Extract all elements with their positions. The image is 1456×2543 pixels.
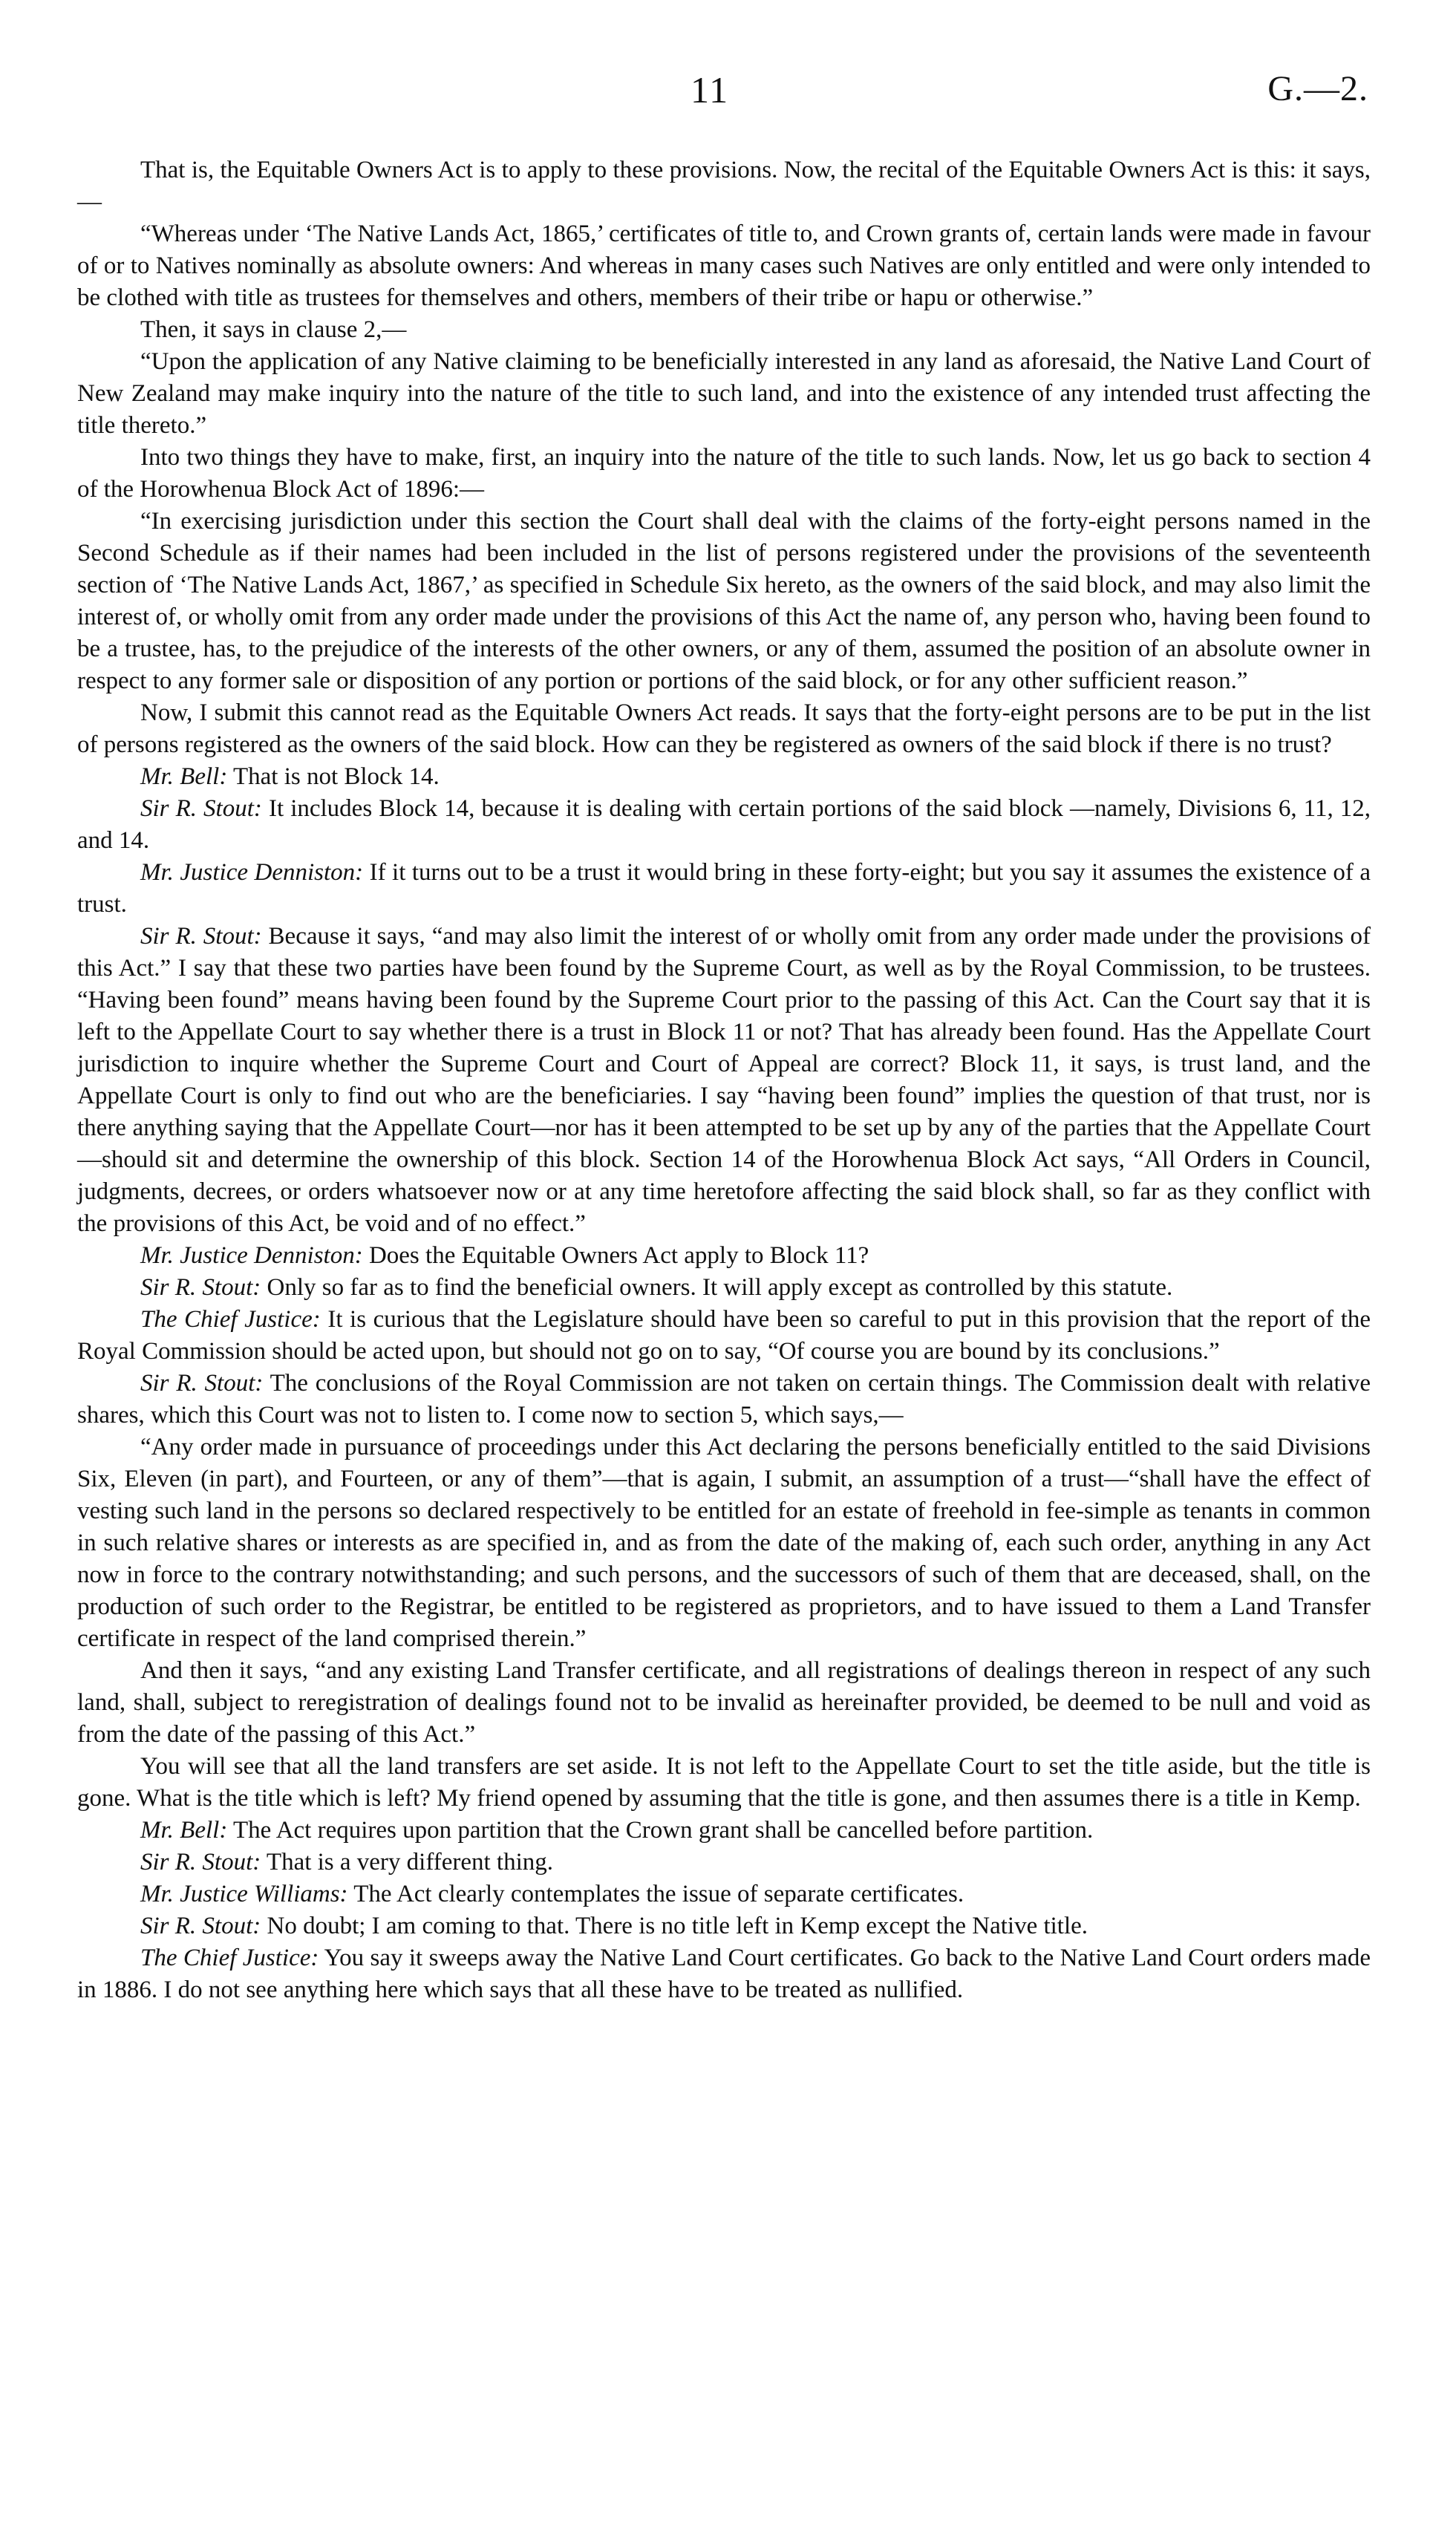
paragraph [77, 346, 1371, 442]
paragraph-text: Now, I submit this cannot read as the Equitable Owners Act reads. It says that the forty-eight persons are to be put in the list of persons registered as the owners of the said block. How can they be registered as owners of the said block if there is no trust? [77, 699, 1371, 758]
speaker-name: Mr. Bell: [140, 763, 228, 790]
speaker-name: Sir R. Stout: [140, 1370, 264, 1397]
paragraph [77, 921, 1371, 1240]
paragraph-text: “In exercising jurisdiction under this section the Court shall deal with the claims of the forty-eight persons named in the Second Schedule as if their names had been included in the list of persons registered under the provisions of the seventeenth section of ‘The Native Lands Act, 1867,’ as specified in Schedule Six hereto, as the owners of the said block, and may also limit the interest of, or wholly omit from any order made under the provisions of this Act the name of, any person who, having been found to be a trustee, has, to the prejudice of the interests of the other owners, or any of them, assumed the position of an absolute owner in respect to any former sale or disposition of any portion or portions of the said block, or for any other sufficient reason.” [77, 508, 1371, 694]
paragraph-text: And then it says, “and any existing Land Transfer certificate, and all registrations of dealings thereon in respect of any such land, shall, subject to reregistration of dealings found not to be invalid as hereinafter provided, be deemed to be null and void as from the date of the passing of this Act.” [77, 1657, 1371, 1748]
paragraph-text: That is not Block 14. [232, 763, 440, 790]
paragraph-text: That is a very different thing. [266, 1849, 554, 1876]
paragraph-text: Into two things they have to make, first, an inquiry into the nature of the title to such lands. Now, let us go back to section 4 of the Horowhenua Block Act of 1896:— [77, 444, 1371, 503]
speaker-name: Mr. Justice Denniston: [140, 859, 364, 886]
paragraph [77, 506, 1371, 697]
speaker-name: Sir R. Stout: [140, 923, 262, 950]
paragraph [77, 1272, 1371, 1304]
speaker-name: Mr. Justice Williams: [140, 1881, 348, 1907]
paragraph-text: The conclusions of the Royal Commission are not taken on certain things. The Commission dealt with relative shares, which this Court was not to listen to. I come now to section 5, which says,— [77, 1370, 1371, 1429]
paragraph [77, 218, 1371, 314]
paragraph [77, 1304, 1371, 1368]
paragraph-text: It includes Block 14, because it is dealing with certain portions of the said block —namely, Divisions 6, 11, 12, and 14. [77, 795, 1371, 854]
page-header [0, 68, 1456, 120]
paragraph [77, 314, 1371, 346]
paragraph-text: You will see that all the land transfers are set aside. It is not left to the Appellate Court to set the title aside, but the title is gone. What is the title which is left? My friend opened by assuming that the title is gone, and then assumes there is a title in Kemp. [77, 1753, 1371, 1812]
paragraph [77, 1847, 1371, 1878]
paragraph-text: Only so far as to find the beneficial owners. It will apply except as controlled by this statute. [267, 1274, 1173, 1301]
paragraph [77, 442, 1371, 506]
speaker-name: Mr. Bell: [140, 1817, 228, 1844]
paragraph-text: “Upon the application of any Native claiming to be beneficially interested in any land as aforesaid, the Native Land Court of New Zealand may make inquiry into the nature of the title to such land, and into the existence of any intended trust affecting the title thereto.” [77, 348, 1371, 439]
paragraph [77, 1432, 1371, 1655]
paragraph-text: You say it sweeps away the Native Land Court certificates. Go back to the Native Land Court orders made in 1886. I do not see anything here which says that all these have to be treated as nullified. [77, 1945, 1371, 2003]
body-text [77, 154, 1371, 2006]
document-reference: G.—2. [1267, 69, 1368, 108]
paragraph-text: Then, it says in clause 2,— [140, 316, 407, 343]
speaker-name: Sir R. Stout: [140, 1913, 261, 1939]
paragraph-text: The Act clearly contemplates the issue of separate certificates. [353, 1881, 964, 1907]
speaker-name: Mr. Justice Denniston: [140, 1242, 363, 1269]
paragraph-text: “Any order made in pursuance of proceedings under this Act declaring the persons beneficially entitled to the said Divisions Six, Eleven (in part), and Fourteen, or any of them”—that is again, I submit, an assumption of a trust—“shall have the effect of vesting such land in the persons so declared respectively to be entitled for an estate of freehold in fee-simple as tenants in common in such relative shares or interests as are specified in, and as from the date of the making of, each such order, anything in any Act now in force to the contrary notwithstanding; and such persons, and the successors of such of them that are deceased, shall, on the production of such order to the Registrar, be entitled to be registered as proprietors, and to have issued to them a Land Transfer certificate in respect of the land comprised therein.” [77, 1434, 1371, 1652]
paragraph [77, 1910, 1371, 1942]
paragraph-text: That is, the Equitable Owners Act is to apply to these provisions. Now, the recital of the Equitable Owners Act is this: it says,— [77, 157, 1371, 215]
speaker-name: The Chief Justice: [140, 1945, 319, 1971]
speaker-name: Sir R. Stout: [140, 1274, 261, 1301]
paragraph [77, 1655, 1371, 1751]
paragraph [77, 857, 1371, 921]
speaker-name: Sir R. Stout: [140, 1849, 261, 1876]
paragraph-text: If it turns out to be a trust it would bring in these forty-eight; but you say it assumes the existence of a trust. [77, 859, 1371, 918]
paragraph [77, 154, 1371, 218]
paragraph [77, 1815, 1371, 1847]
paragraph-text: “Whereas under ‘The Native Lands Act, 1865,’ certificates of title to, and Crown grants of, certain lands were made in favour of or to Natives nominally as absolute owners: And whereas in many cases such Natives are only entitled and were only intended to be clothed with title as trustees for themselves and others, members of their tribe or hapu or otherwise.” [77, 221, 1371, 311]
paragraph [77, 697, 1371, 761]
paragraph [77, 761, 1371, 793]
paragraph [77, 793, 1371, 857]
speaker-name: The Chief Justice: [140, 1306, 321, 1333]
paragraph [77, 1751, 1371, 1815]
paragraph-text: Because it says, “and may also limit the interest of or wholly omit from any order made under the provisions of this Act.” I say that these two parties have been found by the Supreme Court, as well as by the Royal Commission, to be trustees. “Having been found” means having been found by the Supreme Court prior to the passing of this Act. Can the Court say that it is left to the Appellate Court to say whether there is a trust in Block 11 or not? That has already been found. Has the Appellate Court jurisdiction to inquire whether the Supreme Court and Court of Appeal are correct? Block 11, it says, is trust land, and the Appellate Court is only to find out who are the beneficiaries. I say “having been found” implies the question of that trust, nor is there anything saying that the Appellate Court—nor has it been attempted to be set up by any of the parties that the Appellate Court—should sit and determine the ownership of this block. Section 14 of the Horowhenua Block Act says, “All Orders in Council, judgments, decrees, or orders whatsoever now or at any time heretofore affecting the said block shall, so far as they conflict with the provisions of this Act, be void and of no effect.” [77, 923, 1371, 1237]
paragraph-text: Does the Equitable Owners Act apply to Block 11? [368, 1242, 869, 1269]
paragraph [77, 1878, 1371, 1910]
speaker-name: Sir R. Stout: [140, 795, 262, 822]
page-number: 11 [691, 69, 730, 111]
paragraph [77, 1942, 1371, 2006]
paragraph-text: No doubt; I am coming to that. There is no title left in Kemp except the Native title. [267, 1913, 1088, 1939]
paragraph [77, 1240, 1371, 1272]
paragraph-text: The Act requires upon partition that the Crown grant shall be cancelled before partition. [232, 1817, 1094, 1844]
paragraph-text: It is curious that the Legislature should have been so careful to put in this provision that the report of the Royal Commission should be acted upon, but should not go on to say, “Of course you are bound by its conclusions.” [77, 1306, 1371, 1365]
paragraph [77, 1368, 1371, 1432]
